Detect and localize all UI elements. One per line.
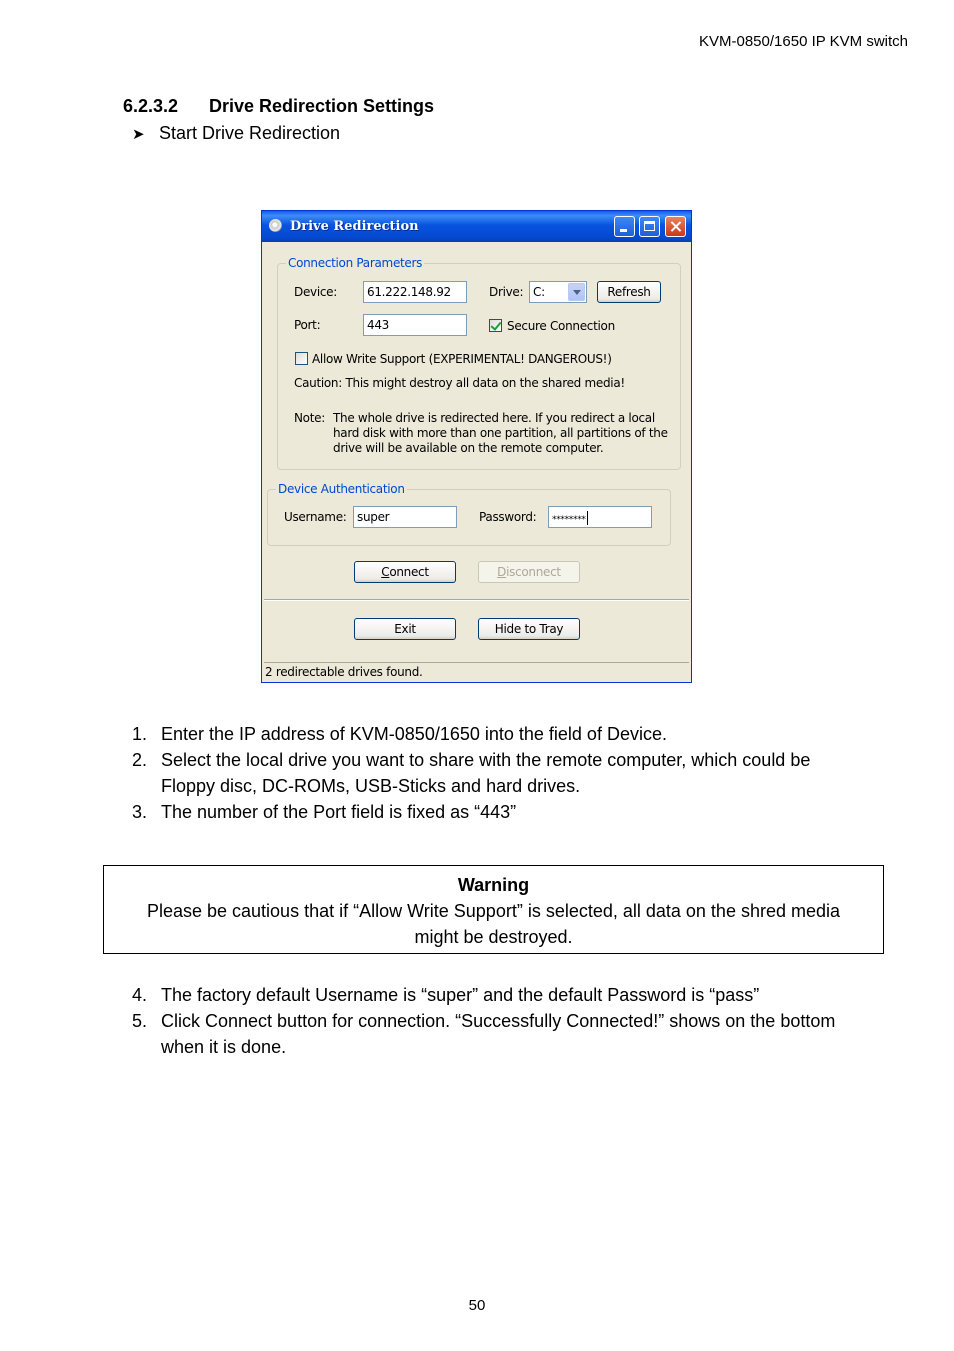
list-item-text: Enter the IP address of KVM-0850/1650 into the field of Device.: [161, 724, 667, 744]
password-input[interactable]: [548, 506, 652, 528]
list-item: [132, 721, 810, 747]
list-item-number: 1.: [132, 724, 148, 744]
drive-select-value: C:: [533, 285, 545, 299]
steps-list-a: [132, 721, 810, 825]
disconnect-label: isconnect: [506, 565, 561, 579]
section-title-text: Drive Redirection Settings: [209, 96, 435, 116]
secure-connection-checkbox[interactable]: [489, 319, 502, 332]
chevron-down-icon[interactable]: [568, 283, 585, 301]
list-item-number: 3.: [132, 802, 148, 822]
list-item-number: 5.: [132, 1011, 148, 1031]
connection-parameters-label: Connection Parameters: [288, 256, 423, 270]
section-number: 6.2.3.2: [123, 96, 179, 116]
warning-line-2: might be destroyed.: [414, 927, 573, 947]
window-titlebar[interactable]: [262, 211, 691, 242]
list-item-text: The number of the Port field is fixed as “443”: [161, 802, 517, 822]
username-label: Username:: [284, 510, 347, 524]
list-item-text-cont: when it is done.: [161, 1037, 287, 1057]
close-button[interactable]: [665, 216, 686, 237]
device-authentication-label: Device Authentication: [278, 482, 405, 496]
page-header: KVM-0850/1650 IP KVM switch: [699, 33, 908, 50]
disconnect-button[interactable]: [478, 561, 580, 583]
username-input[interactable]: super: [353, 506, 457, 528]
arrow-bullet-icon: ➤: [132, 126, 145, 143]
status-text: 2 redirectable drives found.: [265, 665, 423, 679]
warning-box: [103, 865, 884, 954]
note-line-2: hard disk with more than one partition, all partitions of the: [333, 426, 668, 440]
secure-connection-label[interactable]: Secure Connection: [507, 319, 615, 333]
drive-select[interactable]: [529, 281, 587, 303]
minimize-button[interactable]: [614, 216, 635, 237]
bullet-item: [132, 123, 340, 144]
disc-icon: [269, 219, 282, 232]
caution-text: Caution: This might destroy all data on the shared media!: [294, 376, 625, 390]
list-item-text: Click Connect button for connection. “Successfully Connected!” shows on the bottom: [161, 1011, 836, 1031]
list-item: [132, 1008, 835, 1060]
allow-write-label[interactable]: Allow Write Support (EXPERIMENTAL! DANGEROUS!): [312, 352, 612, 366]
bullet-text: Start Drive Redirection: [159, 123, 341, 143]
list-item-text-cont: Floppy disc, DC-ROMs, USB-Sticks and hard drives.: [161, 776, 581, 796]
note-line-3: drive will be available on the remote computer.: [333, 441, 604, 455]
warning-title: Warning: [457, 875, 530, 895]
connect-accel: C: [381, 565, 390, 579]
note-label: Note:: [294, 411, 325, 425]
refresh-button[interactable]: Refresh: [597, 281, 661, 303]
drive-redirection-window: [261, 210, 692, 683]
list-item-number: 4.: [132, 985, 148, 1005]
password-value: ********: [552, 515, 586, 525]
list-item-text: The factory default Username is “super” and the default Password is “pass”: [161, 985, 760, 1005]
list-item-number: 2.: [132, 750, 148, 770]
exit-button[interactable]: Exit: [354, 618, 456, 640]
password-label: Password:: [479, 510, 537, 524]
list-item: [132, 799, 810, 825]
port-label: Port:: [294, 318, 321, 332]
list-item: [132, 747, 810, 799]
maximize-button[interactable]: [639, 216, 660, 237]
hide-to-tray-button[interactable]: Hide to Tray: [478, 618, 580, 640]
connect-button[interactable]: [354, 561, 456, 583]
page-number: 50: [468, 1297, 486, 1314]
dialog-separator: [264, 599, 689, 601]
section-title: [123, 96, 434, 117]
allow-write-checkbox[interactable]: [295, 352, 308, 365]
device-input[interactable]: 61.222.148.92: [363, 281, 467, 303]
status-bar: [264, 662, 689, 680]
warning-line-1: Please be cautious that if “Allow Write Support” is selected, all data on the shred media: [146, 901, 841, 921]
window-title: Drive Redirection: [290, 219, 419, 234]
note-line-1: The whole drive is redirected here. If you redirect a local: [333, 411, 655, 425]
list-item: [132, 982, 835, 1008]
text-caret: [587, 511, 588, 525]
port-input[interactable]: 443: [363, 314, 467, 336]
steps-list-b: [132, 982, 835, 1060]
device-label: Device:: [294, 285, 337, 299]
disconnect-accel: D: [497, 565, 507, 579]
list-item-text: Select the local drive you want to share with the remote computer, which could be: [161, 750, 811, 770]
drive-label: Drive:: [489, 285, 524, 299]
connect-label: onnect: [389, 565, 429, 579]
